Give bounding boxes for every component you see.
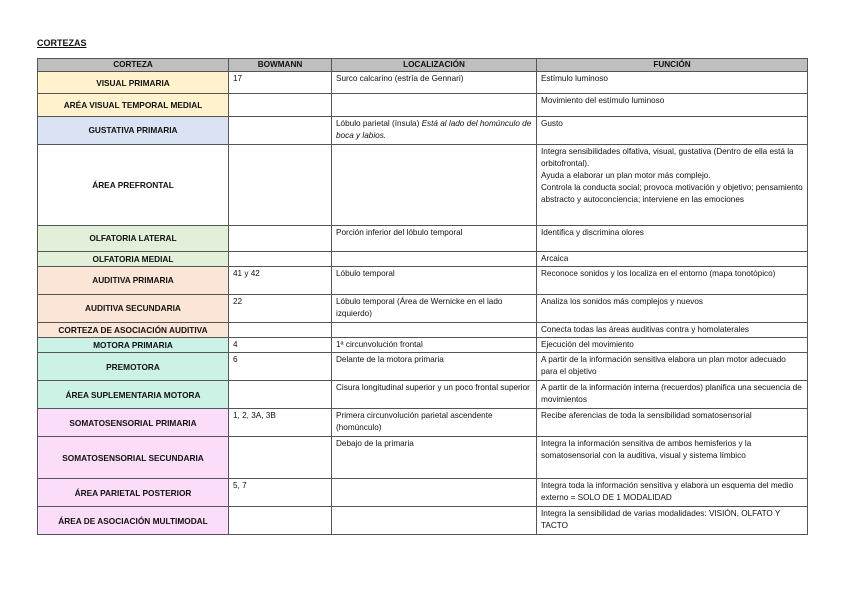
localizacion-cell: [332, 266, 537, 294]
header-corteza: CORTEZA: [38, 59, 229, 72]
bowmann-cell: [229, 381, 332, 409]
bowmann-cell: 17: [229, 72, 332, 94]
funcion-cell: [537, 144, 808, 225]
corteza-name: ARÉA VISUAL TEMPORAL MEDIAL: [38, 94, 229, 117]
localizacion-cell: [332, 251, 537, 266]
table-body: [38, 72, 808, 535]
localizacion-text: 1ª circunvolución frontal: [336, 340, 423, 350]
table-row: [38, 94, 808, 117]
corteza-name: CORTEZA DE ASOCIACIÓN AUDITIVA: [38, 322, 229, 337]
localizacion-text: Debajo de la primaria: [336, 439, 414, 449]
corteza-name: ÁREA SUPLEMENTARIA MOTORA: [38, 381, 229, 409]
corteza-name: GUSTATIVA PRIMARIA: [38, 117, 229, 144]
table-row: [38, 322, 808, 337]
localizacion-cell: [332, 94, 537, 117]
corteza-name: ÁREA PREFRONTAL: [38, 144, 229, 225]
bowmann-cell: [229, 144, 332, 225]
bowmann-cell: 4: [229, 338, 332, 353]
bowmann-cell: [229, 322, 332, 337]
funcion-cell: [537, 409, 808, 437]
localizacion-text: Cisura longitudinal superior y un poco frontal superior: [336, 383, 530, 393]
funcion-line: Integra la sensibilidad de varias modalidades: VISIÓN, OLFATO Y TACTO: [541, 509, 781, 531]
corteza-name: PREMOTORA: [38, 353, 229, 381]
header-localizacion: LOCALIZACIÓN: [332, 59, 537, 72]
funcion-cell: [537, 251, 808, 266]
bowmann-cell: 1, 2, 3A, 3B: [229, 409, 332, 437]
corteza-name: ÁREA DE ASOCIACIÓN MULTIMODAL: [38, 507, 229, 535]
funcion-line: A partir de la información sensitiva elabora un plan motor adecuado para el objetivo: [541, 355, 786, 377]
funcion-cell: [537, 117, 808, 144]
corteza-name: OLFATORIA LATERAL: [38, 225, 229, 251]
table-row: [38, 409, 808, 437]
localizacion-text: Lóbulo temporal: [336, 268, 395, 278]
localizacion-cell: [332, 225, 537, 251]
corteza-name: MOTORA PRIMARIA: [38, 338, 229, 353]
funcion-cell: [537, 507, 808, 535]
table-row: [38, 117, 808, 144]
funcion-cell: [537, 294, 808, 322]
localizacion-text: Lóbulo parietal (ínsula): [336, 119, 422, 129]
funcion-line: Arcaica: [541, 253, 569, 263]
localizacion-text: Porción inferior del lóbulo temporal: [336, 227, 463, 237]
funcion-line: Integra toda la información sensitiva y elabora un esquema del medio externo = SOLO DE 1 MODALIDAD: [541, 481, 794, 503]
funcion-cell: [537, 338, 808, 353]
table-row: [38, 437, 808, 479]
funcion-line: Conecta todas las áreas auditivas contra y homolaterales: [541, 324, 749, 334]
bowmann-cell: [229, 437, 332, 479]
bowmann-cell: [229, 251, 332, 266]
bowmann-cell: 22: [229, 294, 332, 322]
funcion-line: Integra sensibilidades olfativa, visual, gustativa (Dentro de ella está la orbitofrontal).: [541, 146, 794, 168]
localizacion-cell: [332, 338, 537, 353]
localizacion-cell: [332, 72, 537, 94]
funcion-line: Controla la conducta social; provoca motivación y objetivo; pensamiento abstracto y autoconciencia; interviene en las emociones: [541, 183, 803, 205]
bowmann-cell: [229, 225, 332, 251]
funcion-line: Identifica y discrimina olores: [541, 227, 644, 237]
header-funcion: FUNCIÓN: [537, 59, 808, 72]
header-bowmann: BOWMANN: [229, 59, 332, 72]
bowmann-cell: [229, 94, 332, 117]
funcion-cell: [537, 322, 808, 337]
funcion-line: Ayuda a elaborar un plan motor más complejo.: [541, 171, 711, 181]
funcion-line: Recibe aferencias de toda la sensibilidad somatosensorial: [541, 411, 752, 421]
localizacion-cell: [332, 507, 537, 535]
table-row: [38, 381, 808, 409]
funcion-line: Analiza los sonidos más complejos y nuevos: [541, 296, 704, 306]
cortezas-table: [37, 58, 808, 535]
table-row: [38, 338, 808, 353]
localizacion-note: Está al lado del homúnculo de boca y labios.: [336, 119, 532, 141]
funcion-line: Integra la información sensitiva de ambos hemisferios y la somatosensorial con la auditiva, visual y sistema límbico: [541, 439, 752, 461]
localizacion-cell: [332, 294, 537, 322]
table-row: [38, 507, 808, 535]
localizacion-cell: [332, 437, 537, 479]
table-row: [38, 251, 808, 266]
bowmann-cell: [229, 507, 332, 535]
funcion-line: Ejecución del movimiento: [541, 340, 634, 350]
bowmann-cell: 5, 7: [229, 479, 332, 507]
table-row: [38, 225, 808, 251]
funcion-cell: [537, 72, 808, 94]
table-row: [38, 294, 808, 322]
localizacion-cell: [332, 353, 537, 381]
localizacion-cell: [332, 322, 537, 337]
bowmann-cell: [229, 117, 332, 144]
localizacion-cell: [332, 479, 537, 507]
corteza-name: AUDITIVA PRIMARIA: [38, 266, 229, 294]
funcion-cell: [537, 353, 808, 381]
corteza-name: VISUAL PRIMARIA: [38, 72, 229, 94]
corteza-name: OLFATORIA MEDIAL: [38, 251, 229, 266]
localizacion-text: Delante de la motora primaria: [336, 355, 444, 365]
funcion-line: A partir de la información interna (recuerdos) planifica una secuencia de movimientos: [541, 383, 802, 405]
bowmann-cell: 41 y 42: [229, 266, 332, 294]
funcion-cell: [537, 225, 808, 251]
corteza-name: SOMATOSENSORIAL PRIMARIA: [38, 409, 229, 437]
localizacion-text: Surco calcarino (estría de Gennari): [336, 74, 464, 84]
page-title: CORTEZAS: [37, 38, 87, 48]
funcion-cell: [537, 479, 808, 507]
header-row: [38, 59, 808, 72]
funcion-line: Gusto: [541, 119, 563, 129]
funcion-cell: [537, 266, 808, 294]
localizacion-cell: [332, 409, 537, 437]
funcion-cell: [537, 94, 808, 117]
bowmann-cell: 6: [229, 353, 332, 381]
table-row: [38, 353, 808, 381]
table-row: [38, 266, 808, 294]
localizacion-cell: [332, 144, 537, 225]
localizacion-cell: [332, 381, 537, 409]
corteza-name: ÁREA PARIETAL POSTERIOR: [38, 479, 229, 507]
table-row: [38, 72, 808, 94]
corteza-name: SOMATOSENSORIAL SECUNDARIA: [38, 437, 229, 479]
localizacion-text: Primera circunvolución parietal ascendente (homúnculo): [336, 411, 493, 433]
localizacion-text: Lóbulo temporal (Área de Wernicke en el lado izquierdo): [336, 296, 503, 319]
table-row: [38, 479, 808, 507]
funcion-cell: [537, 381, 808, 409]
funcion-cell: [537, 437, 808, 479]
funcion-line: Estímulo luminoso: [541, 74, 608, 84]
funcion-line: Movimiento del estímulo luminoso: [541, 96, 665, 106]
funcion-line: Reconoce sonidos y los localiza en el entorno (mapa tonotópico): [541, 268, 776, 278]
localizacion-cell: [332, 117, 537, 144]
table-row: [38, 144, 808, 225]
corteza-name: AUDITIVA SECUNDARIA: [38, 294, 229, 322]
